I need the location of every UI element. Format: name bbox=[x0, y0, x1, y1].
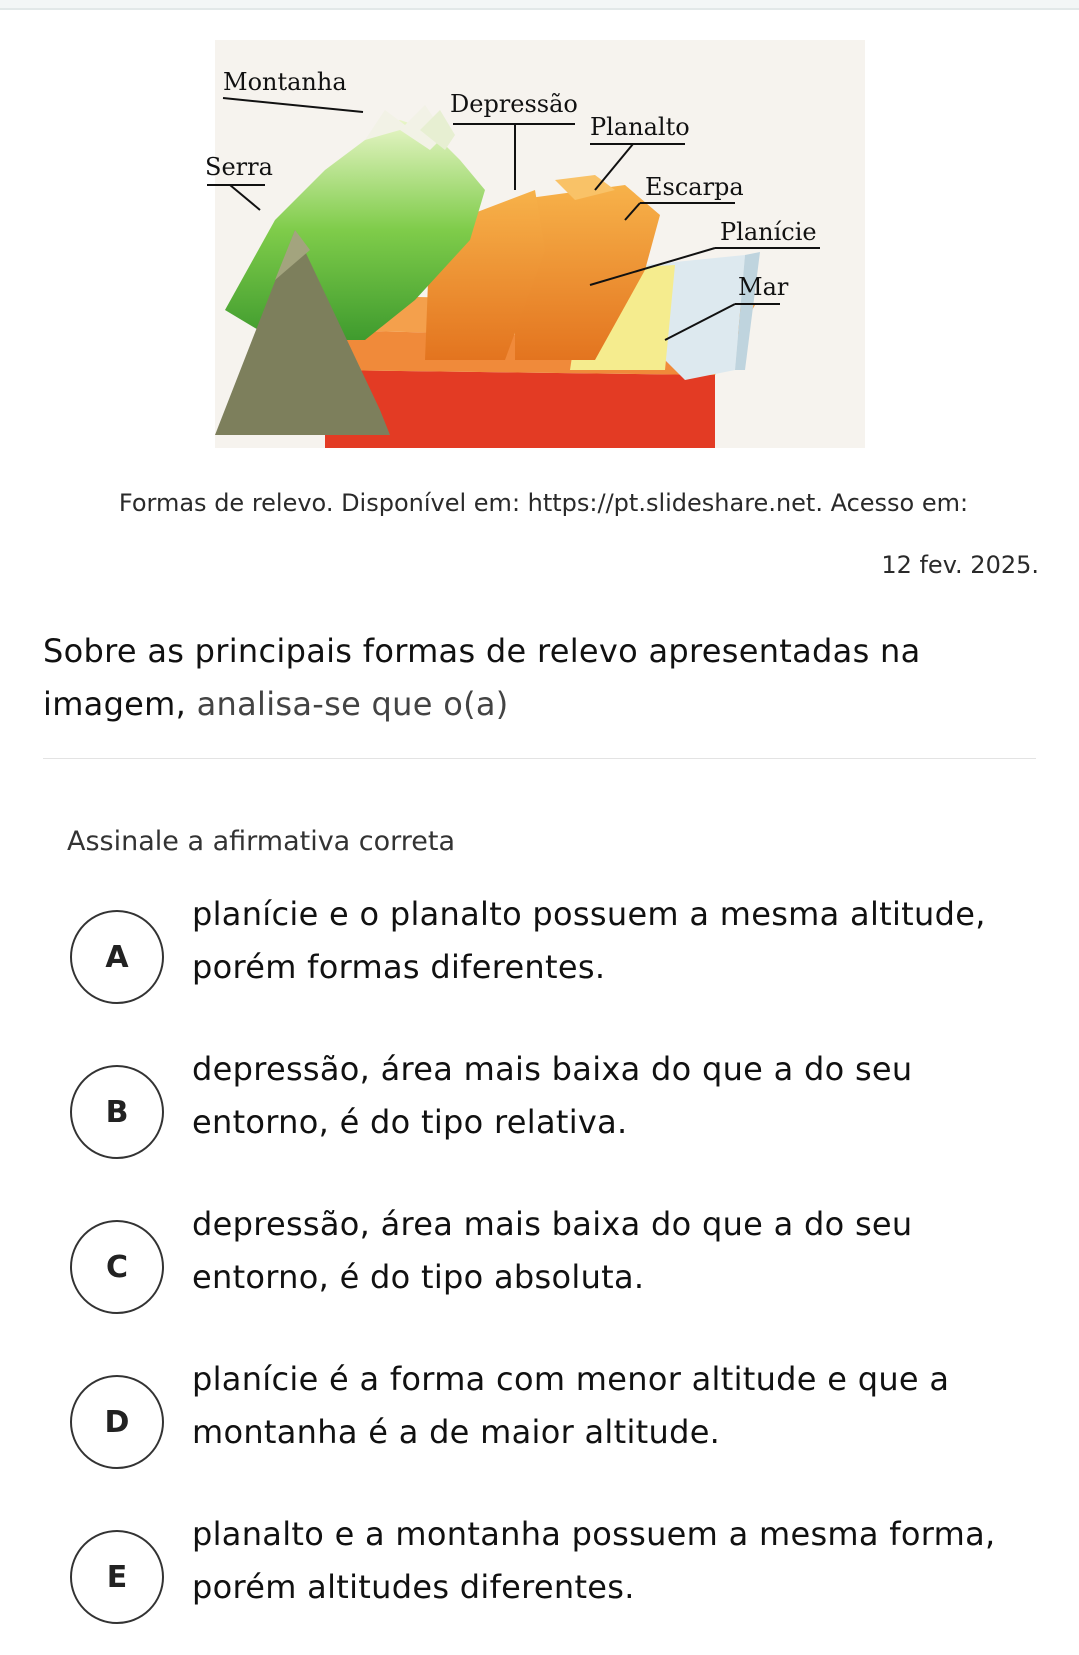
figure-caption bbox=[40, 472, 1039, 596]
option-letter-b[interactable]: B bbox=[70, 1065, 164, 1159]
option-e[interactable] bbox=[70, 1515, 1030, 1640]
question-part-2: analisa-se que o(a) bbox=[196, 685, 509, 723]
label-mar: Mar bbox=[738, 273, 789, 301]
instruction-text: Assinale a afirmativa correta bbox=[67, 826, 456, 857]
option-text-d[interactable]: planície é a forma com menor altitude e que a montanha é a de maior altitude. bbox=[192, 1360, 950, 1451]
option-text-a[interactable]: planície e o planalto possuem a mesma altitude, porém formas diferentes. bbox=[192, 895, 986, 986]
divider bbox=[43, 758, 1036, 759]
option-d[interactable] bbox=[70, 1360, 1030, 1485]
label-serra: Serra bbox=[205, 153, 273, 181]
question-card bbox=[0, 8, 1079, 1655]
option-letter-d[interactable]: D bbox=[70, 1375, 164, 1469]
label-escarpa: Escarpa bbox=[645, 173, 744, 201]
caption-line-2: 12 fev. 2025. bbox=[881, 551, 1039, 579]
option-text-c[interactable]: depressão, área mais baixa do que a do seu entorno, é do tipo absoluta. bbox=[192, 1205, 913, 1296]
option-text-b[interactable]: depressão, área mais baixa do que a do seu entorno, é do tipo relativa. bbox=[192, 1050, 913, 1141]
option-letter-e[interactable]: E bbox=[70, 1530, 164, 1624]
caption-line-1: Formas de relevo. Disponível em: https://pt.slideshare.net. Acesso em: bbox=[118, 489, 969, 517]
question-part-1: Sobre as principais formas de relevo apresentadas na imagem, bbox=[43, 632, 921, 723]
option-a[interactable] bbox=[70, 895, 1030, 1020]
label-depressao: Depressão bbox=[450, 90, 578, 118]
relief-forms-illustration bbox=[205, 40, 865, 448]
option-letter-a[interactable]: A bbox=[70, 910, 164, 1004]
option-letter-c[interactable]: C bbox=[70, 1220, 164, 1314]
option-text-e[interactable]: planalto e a montanha possuem a mesma forma, porém altitudes diferentes. bbox=[192, 1515, 996, 1606]
label-montanha: Montanha bbox=[223, 68, 347, 96]
label-planalto: Planalto bbox=[590, 113, 690, 141]
question-text bbox=[43, 625, 1039, 731]
option-b[interactable] bbox=[70, 1050, 1030, 1175]
label-planicie: Planície bbox=[720, 218, 817, 246]
option-c[interactable] bbox=[70, 1205, 1030, 1330]
